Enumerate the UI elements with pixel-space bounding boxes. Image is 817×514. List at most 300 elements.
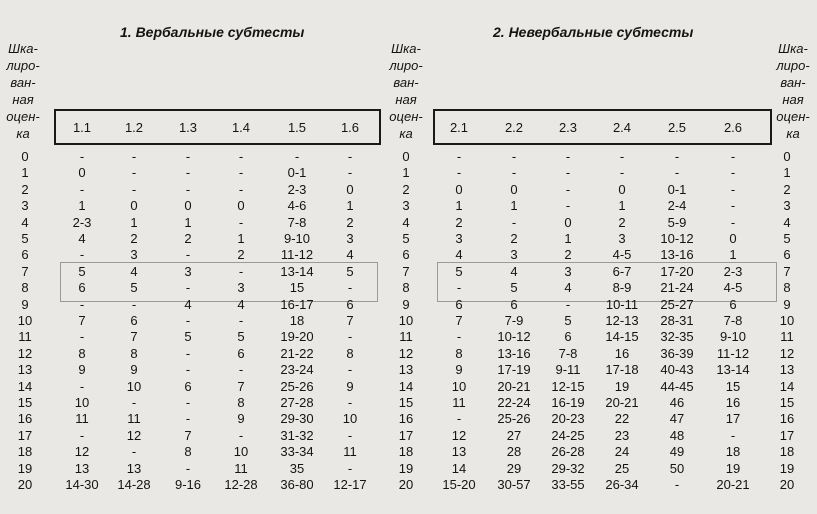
verbal-cell: 13 <box>126 460 142 476</box>
scaled-score-cell: 1 <box>783 165 791 181</box>
nonverbal-cell: 9-10 <box>719 329 747 345</box>
verbal-cell: 7-8 <box>287 214 307 230</box>
nonverbal-cell: 26-34 <box>605 477 639 492</box>
verbal-cell: - <box>238 313 244 328</box>
nonverbal-cell: 10-11 <box>605 296 639 312</box>
nonverbal-cell: 13-16 <box>660 247 694 263</box>
scaled-score-cell: 0 <box>783 149 791 164</box>
verbal-cell: 14-30 <box>65 477 99 492</box>
scaled-score-cell: 4 <box>21 214 29 230</box>
nonverbal-cell: 22 <box>614 411 630 427</box>
table-row <box>0 182 817 198</box>
verbal-cell: 12 <box>126 427 142 443</box>
table-row <box>0 198 817 214</box>
verbal-cell: 7 <box>237 378 245 394</box>
verbal-cell: 0 <box>130 198 138 214</box>
nonverbal-cell: - <box>456 149 462 164</box>
verbal-cell: 8 <box>237 395 245 410</box>
scaled-score-cell: 15 <box>398 395 414 410</box>
verbal-cell: - <box>238 427 244 443</box>
verbal-cell: - <box>185 280 191 296</box>
scaled-score-cell: 0 <box>21 149 29 164</box>
nonverbal-cell: 13 <box>451 444 467 460</box>
nonverbal-cell: 13-14 <box>716 362 750 378</box>
scaled-score-cell: 5 <box>21 231 29 246</box>
column-header-verbal: 1.1 <box>72 120 92 135</box>
verbal-cell: 6 <box>346 296 354 312</box>
column-header-verbal: 1.5 <box>287 120 307 135</box>
nonverbal-cell: 2 <box>564 247 572 263</box>
scaled-score-cell: 5 <box>783 231 791 246</box>
nonverbal-cell: 6 <box>455 296 463 312</box>
verbal-cell: 12-28 <box>224 477 258 492</box>
nonverbal-cell: - <box>565 198 571 214</box>
nonverbal-cell: - <box>730 181 736 197</box>
table-row <box>0 329 817 345</box>
verbal-cell: 11 <box>127 411 141 427</box>
nonverbal-title: 2. Невербальные субтесты <box>493 24 694 40</box>
column-header-nonverbal: 2.3 <box>558 120 578 135</box>
nonverbal-cell: 7-8 <box>723 313 743 328</box>
table-row <box>0 411 817 427</box>
nonverbal-cell: 28-31 <box>660 313 694 328</box>
nonverbal-cell: 2 <box>618 214 626 230</box>
table-row <box>0 461 817 477</box>
verbal-cell: 27-28 <box>280 395 314 410</box>
verbal-cell: 0 <box>237 198 245 214</box>
verbal-cell: - <box>238 165 244 181</box>
verbal-cell: - <box>185 181 191 197</box>
verbal-cell: 14-28 <box>117 477 151 492</box>
verbal-cell: - <box>347 395 353 410</box>
scaled-score-cell: 3 <box>402 198 410 214</box>
nonverbal-cell: 17-19 <box>497 362 531 378</box>
nonverbal-cell: 50 <box>669 460 685 476</box>
verbal-cell: 4-6 <box>287 198 307 214</box>
scaled-score-cell: 19 <box>398 460 414 476</box>
nonverbal-cell: 0 <box>729 231 737 246</box>
verbal-title: 1. Вербальные субтесты <box>120 24 305 40</box>
nonverbal-cell: 7-9 <box>504 313 524 328</box>
verbal-cell: 9-10 <box>283 231 311 246</box>
nonverbal-cell: 4 <box>510 263 518 279</box>
nonverbal-cell: 40-43 <box>660 362 694 378</box>
verbal-cell: 1 <box>78 198 86 214</box>
nonverbal-cell: - <box>565 181 571 197</box>
verbal-cell: - <box>131 165 137 181</box>
table-row <box>0 264 817 280</box>
scaled-score-cell: 15 <box>779 395 795 410</box>
verbal-cell: 12 <box>74 444 90 460</box>
scaled-score-cell: 8 <box>21 280 29 296</box>
table-row <box>0 395 817 411</box>
nonverbal-cell: 21-24 <box>660 280 694 296</box>
verbal-cell: - <box>185 149 191 164</box>
nonverbal-cell: 0 <box>510 181 518 197</box>
nonverbal-cell: 3 <box>455 231 463 246</box>
nonverbal-cell: 1 <box>455 198 463 214</box>
nonverbal-cell: 8 <box>455 345 463 361</box>
verbal-cell: 8 <box>78 345 86 361</box>
verbal-cell: 21-22 <box>280 345 314 361</box>
nonverbal-cell: - <box>730 198 736 214</box>
nonverbal-cell: 46 <box>669 395 685 410</box>
nonverbal-cell: - <box>730 149 736 164</box>
verbal-cell: - <box>347 460 353 476</box>
nonverbal-cell: 32-35 <box>660 329 694 345</box>
scaled-score-cell: 8 <box>402 280 410 296</box>
scaled-score-label-line: лиро- <box>389 58 423 73</box>
scaled-score-cell: 12 <box>779 345 795 361</box>
nonverbal-cell: 2 <box>510 231 518 246</box>
scaled-score-cell: 9 <box>402 296 410 312</box>
scaled-score-label-line: ван- <box>393 75 419 90</box>
nonverbal-cell: 6-7 <box>612 263 632 279</box>
nonverbal-cell: 17-18 <box>605 362 639 378</box>
nonverbal-cell: 29-32 <box>551 460 585 476</box>
scaled-score-label-line: лиро- <box>776 58 810 73</box>
scaled-score-cell: 7 <box>783 263 791 279</box>
verbal-cell: 11 <box>234 460 248 476</box>
verbal-cell: - <box>294 149 300 164</box>
scaled-score-cell: 8 <box>783 280 791 296</box>
nonverbal-cell: - <box>730 214 736 230</box>
nonverbal-cell: 19 <box>725 460 741 476</box>
nonverbal-cell: - <box>456 329 462 345</box>
nonverbal-cell: 22-24 <box>497 395 531 410</box>
column-header-verbal: 1.3 <box>178 120 198 135</box>
verbal-cell: 2 <box>184 231 192 246</box>
scaled-score-cell: 14 <box>398 378 414 394</box>
nonverbal-cell: - <box>511 149 517 164</box>
verbal-cell: - <box>79 378 85 394</box>
table-row <box>0 231 817 247</box>
verbal-cell: 10 <box>126 378 142 394</box>
scaled-score-cell: 4 <box>783 214 791 230</box>
scaled-score-cell: 10 <box>398 313 414 328</box>
scaled-score-cell: 18 <box>398 444 414 460</box>
verbal-cell: 6 <box>184 378 192 394</box>
verbal-cell: 7 <box>184 427 192 443</box>
nonverbal-cell: 2-4 <box>667 198 687 214</box>
nonverbal-cell: 26-28 <box>551 444 585 460</box>
verbal-cell: - <box>238 149 244 164</box>
scaled-score-label-line: ван- <box>10 75 36 90</box>
verbal-cell: - <box>79 427 85 443</box>
verbal-cell: - <box>347 165 353 181</box>
nonverbal-cell: 4 <box>564 280 572 296</box>
scaled-score-cell: 2 <box>402 181 410 197</box>
verbal-cell: 16-17 <box>280 296 314 312</box>
nonverbal-cell: - <box>730 165 736 181</box>
table-row <box>0 313 817 329</box>
verbal-cell: 31-32 <box>280 427 314 443</box>
scaled-score-cell: 0 <box>402 149 410 164</box>
nonverbal-cell: 6 <box>729 296 737 312</box>
nonverbal-cell: 20-23 <box>551 411 585 427</box>
nonverbal-cell: 17 <box>725 411 741 427</box>
verbal-cell: 29-30 <box>280 411 314 427</box>
verbal-cell: - <box>185 247 191 263</box>
verbal-cell: 18 <box>289 313 305 328</box>
verbal-cell: 5 <box>346 263 354 279</box>
column-header-verbal: 1.4 <box>231 120 251 135</box>
verbal-cell: - <box>79 181 85 197</box>
nonverbal-cell: 24 <box>614 444 630 460</box>
nonverbal-cell: - <box>565 149 571 164</box>
nonverbal-cell: 16 <box>614 345 630 361</box>
scaled-score-cell: 13 <box>779 362 795 378</box>
verbal-cell: - <box>79 329 85 345</box>
verbal-cell: 2 <box>346 214 354 230</box>
column-header-verbal: 1.2 <box>124 120 144 135</box>
verbal-cell: 10 <box>74 395 90 410</box>
scaled-score-cell: 10 <box>17 313 33 328</box>
verbal-cell: 9-16 <box>174 477 202 492</box>
verbal-cell: 9 <box>237 411 245 427</box>
nonverbal-cell: 14-15 <box>605 329 639 345</box>
nonverbal-cell: 48 <box>669 427 685 443</box>
scaled-score-cell: 12 <box>17 345 33 361</box>
scaled-score-label-left <box>2 40 44 142</box>
column-header-nonverbal: 2.5 <box>667 120 687 135</box>
verbal-cell: - <box>131 149 137 164</box>
verbal-cell: 10 <box>233 444 249 460</box>
scaled-score-cell: 7 <box>21 263 29 279</box>
verbal-cell: 7 <box>130 329 138 345</box>
scaled-score-cell: 18 <box>17 444 33 460</box>
table-row <box>0 297 817 313</box>
scaled-score-label-line: ка <box>786 126 800 141</box>
scaled-score-cell: 17 <box>779 427 795 443</box>
verbal-cell: 7 <box>78 313 86 328</box>
scaled-score-label-middle <box>383 40 429 142</box>
scaled-score-label-line: ная <box>395 92 417 107</box>
scaled-score-cell: 17 <box>17 427 33 443</box>
verbal-cell: 2 <box>237 247 245 263</box>
nonverbal-cell: 4-5 <box>723 280 743 296</box>
table-row <box>0 215 817 231</box>
scaled-score-cell: 6 <box>402 247 410 263</box>
scaled-score-cell: 16 <box>779 411 795 427</box>
nonverbal-cell: - <box>456 411 462 427</box>
table-row <box>0 346 817 362</box>
scaled-score-label-line: ная <box>12 92 34 107</box>
scaled-score-label-line: ная <box>782 92 804 107</box>
column-header-nonverbal: 2.1 <box>449 120 469 135</box>
verbal-cell: 4 <box>346 247 354 263</box>
nonverbal-cell: 36-39 <box>660 345 694 361</box>
verbal-cell: 1 <box>130 214 138 230</box>
nonverbal-cell: 33-55 <box>551 477 585 492</box>
scaled-score-cell: 13 <box>398 362 414 378</box>
verbal-cell: 0 <box>346 181 354 197</box>
verbal-cell: 5 <box>184 329 192 345</box>
verbal-cell: 9 <box>78 362 86 378</box>
verbal-cell: 4 <box>130 263 138 279</box>
nonverbal-cell: 0 <box>564 214 572 230</box>
table-row <box>0 165 817 181</box>
column-header-nonverbal: 2.6 <box>723 120 743 135</box>
nonverbal-cell: 15 <box>725 378 741 394</box>
scaled-score-cell: 13 <box>17 362 33 378</box>
verbal-cell: - <box>347 362 353 378</box>
scaled-score-label-line: оцен- <box>389 109 423 124</box>
scaled-score-label-line: ка <box>16 126 30 141</box>
nonverbal-cell: 18 <box>725 444 741 460</box>
scaled-score-cell: 1 <box>21 165 29 181</box>
verbal-cell: 11-12 <box>280 247 314 263</box>
scaled-score-cell: 16 <box>17 411 33 427</box>
verbal-cell: 11 <box>343 444 357 460</box>
scaled-score-cell: 11 <box>18 329 32 345</box>
verbal-cell: - <box>185 460 191 476</box>
scaled-score-cell: 17 <box>398 427 414 443</box>
verbal-cell: 9 <box>130 362 138 378</box>
scaled-score-label-line: Шка- <box>778 41 808 56</box>
verbal-cell: 23-24 <box>280 362 314 378</box>
verbal-cell: 8 <box>130 345 138 361</box>
nonverbal-cell: 7-8 <box>558 345 578 361</box>
table-row <box>0 280 817 296</box>
scaled-score-cell: 7 <box>402 263 410 279</box>
scaled-score-cell: 3 <box>21 198 29 214</box>
nonverbal-cell: 5 <box>564 313 572 328</box>
scaled-score-cell: 9 <box>21 296 29 312</box>
verbal-cell: - <box>185 411 191 427</box>
nonverbal-cell: - <box>456 165 462 181</box>
verbal-cell: - <box>185 362 191 378</box>
nonverbal-cell: 2-3 <box>723 263 743 279</box>
verbal-cell: 5 <box>78 263 86 279</box>
verbal-cell: 4 <box>78 231 86 246</box>
table-row <box>0 362 817 378</box>
verbal-cell: - <box>185 165 191 181</box>
verbal-cell: - <box>131 444 137 460</box>
table-row <box>0 477 817 493</box>
verbal-cell: - <box>79 149 85 164</box>
nonverbal-cell: 16-19 <box>551 395 585 410</box>
scaled-score-cell: 3 <box>783 198 791 214</box>
verbal-cell: 15 <box>289 280 305 296</box>
nonverbal-cell: 12 <box>451 427 467 443</box>
verbal-cell: - <box>238 263 244 279</box>
nonverbal-cell: 3 <box>618 231 626 246</box>
nonverbal-cell: - <box>619 149 625 164</box>
scaled-score-label-line: Шка- <box>391 41 421 56</box>
verbal-cell: 8 <box>346 345 354 361</box>
scaled-score-cell: 11 <box>399 329 413 345</box>
scaled-score-cell: 5 <box>402 231 410 246</box>
scaled-score-cell: 6 <box>783 247 791 263</box>
scaled-score-cell: 10 <box>779 313 795 328</box>
verbal-cell: 2-3 <box>287 181 307 197</box>
verbal-cell: - <box>347 329 353 345</box>
nonverbal-cell: 11-12 <box>716 345 750 361</box>
nonverbal-cell: - <box>730 427 736 443</box>
nonverbal-cell: 6 <box>510 296 518 312</box>
nonverbal-cell: 12-15 <box>551 378 585 394</box>
verbal-cell: - <box>185 395 191 410</box>
verbal-cell: 1 <box>184 214 192 230</box>
verbal-cell: 0 <box>184 198 192 214</box>
verbal-cell: 13 <box>74 460 90 476</box>
nonverbal-cell: 4 <box>455 247 463 263</box>
table-row <box>0 379 817 395</box>
nonverbal-cell: 24-25 <box>551 427 585 443</box>
scaled-score-cell: 20 <box>17 477 33 492</box>
verbal-cell: 9 <box>346 378 354 394</box>
nonverbal-cell: 4-5 <box>612 247 632 263</box>
verbal-cell: - <box>185 345 191 361</box>
scaled-score-label-line: оцен- <box>776 109 810 124</box>
nonverbal-cell: - <box>674 477 680 492</box>
nonverbal-cell: 5-9 <box>667 214 687 230</box>
verbal-cell: - <box>131 395 137 410</box>
nonverbal-cell: 16 <box>725 395 741 410</box>
scaled-score-cell: 1 <box>402 165 410 181</box>
nonverbal-cell: - <box>619 165 625 181</box>
verbal-cell: - <box>131 296 137 312</box>
verbal-cell: 4 <box>184 296 192 312</box>
scaled-score-cell: 19 <box>779 460 795 476</box>
scaled-score-cell: 16 <box>398 411 414 427</box>
nonverbal-cell: 2 <box>455 214 463 230</box>
nonverbal-cell: 12-13 <box>605 313 639 328</box>
verbal-cell: - <box>238 181 244 197</box>
verbal-cell: 8 <box>184 444 192 460</box>
nonverbal-cell: 28 <box>506 444 522 460</box>
scaled-score-cell: 6 <box>21 247 29 263</box>
verbal-cell: 3 <box>346 231 354 246</box>
nonverbal-cell: - <box>565 296 571 312</box>
verbal-cell: - <box>347 427 353 443</box>
verbal-cell: 6 <box>130 313 138 328</box>
scaled-score-cell: 12 <box>398 345 414 361</box>
verbal-cell: 1 <box>346 198 354 214</box>
nonverbal-cell: 20-21 <box>605 395 639 410</box>
nonverbal-cell: 19 <box>614 378 630 394</box>
scaled-score-cell: 9 <box>783 296 791 312</box>
nonverbal-cell: 5 <box>510 280 518 296</box>
nonverbal-cell: 25-26 <box>497 411 531 427</box>
scaled-score-cell: 15 <box>17 395 33 410</box>
verbal-cell: 19-20 <box>280 329 314 345</box>
verbal-cell: 3 <box>184 263 192 279</box>
scaled-score-cell: 2 <box>783 181 791 197</box>
scaled-score-cell: 20 <box>398 477 414 492</box>
nonverbal-cell: 10-12 <box>660 231 694 246</box>
table-row <box>0 428 817 444</box>
nonverbal-cell: 8-9 <box>612 280 632 296</box>
nonverbal-cell: 23 <box>614 427 630 443</box>
verbal-cell: 36-80 <box>280 477 314 492</box>
nonverbal-cell: 17-20 <box>660 263 694 279</box>
scaled-score-cell: 18 <box>779 444 795 460</box>
verbal-cell: - <box>238 214 244 230</box>
verbal-cell: 6 <box>237 345 245 361</box>
nonverbal-cell: 0 <box>455 181 463 197</box>
scaled-score-cell: 4 <box>402 214 410 230</box>
verbal-cell: 3 <box>237 280 245 296</box>
nonverbal-cell: - <box>565 165 571 181</box>
verbal-cell: 0 <box>78 165 86 181</box>
nonverbal-cell: 29 <box>506 460 522 476</box>
nonverbal-cell: 11 <box>452 395 466 410</box>
column-header-nonverbal: 2.2 <box>504 120 524 135</box>
scaled-score-label-line: оцен- <box>6 109 40 124</box>
column-header-nonverbal: 2.4 <box>612 120 632 135</box>
